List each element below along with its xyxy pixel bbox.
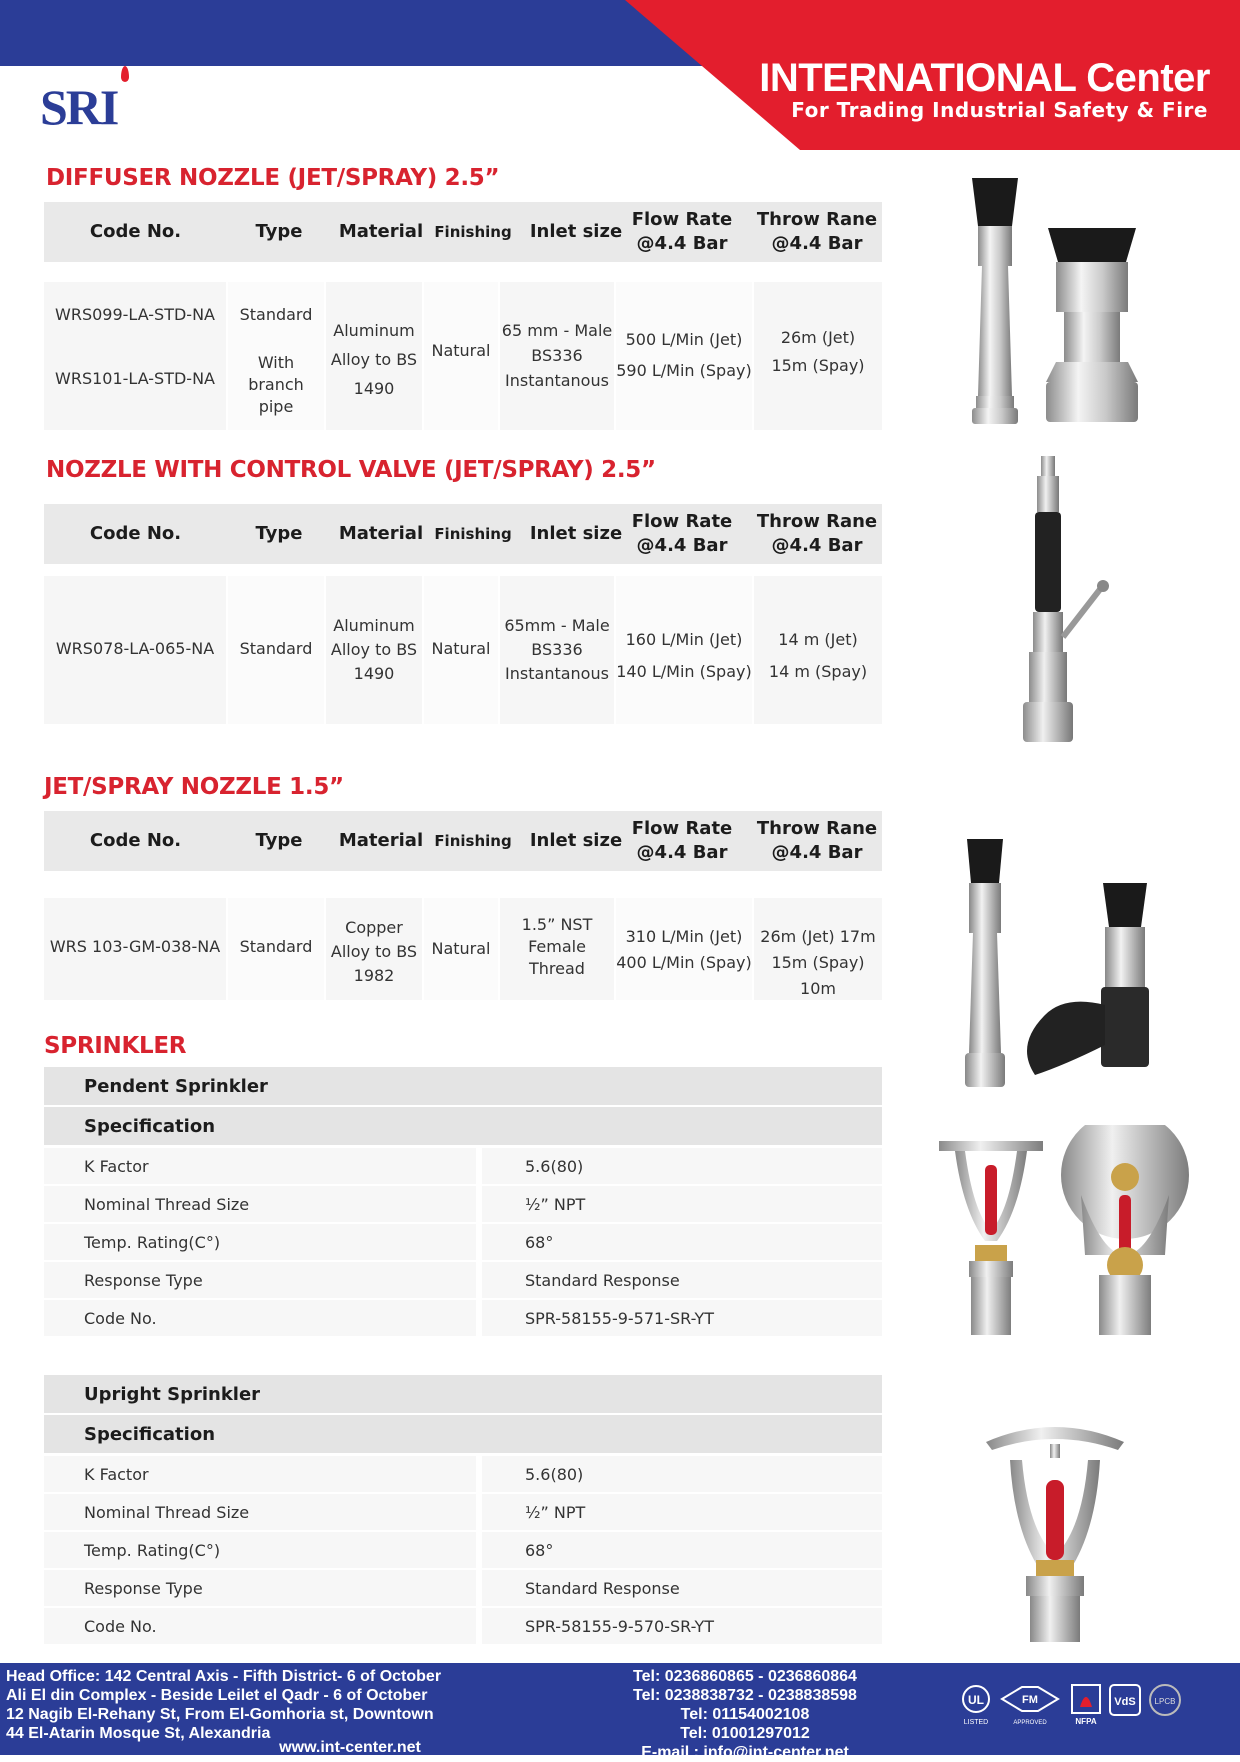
lpcb-text: LPCB [1154,1697,1176,1706]
table-body-jet15 [44,898,882,1000]
jet15-inlet [500,914,614,980]
diffuser-throw [754,324,882,380]
jet15-inlet-line3: Thread [529,959,585,978]
col-material: Material [338,523,424,544]
col-code: Code No. [89,523,182,544]
section-title-control-valve: NOZZLE WITH CONTROL VALVE (JET/SPRAY) 2.5” [46,457,656,483]
footer [0,1663,1240,1761]
section-title-sprinkler: SPRINKLER [44,1033,187,1059]
control-flow-line2: 140 L/Min (Spay) [616,662,752,681]
col-code: Code No. [89,830,182,851]
col-flow [612,504,752,564]
jet15-throw-line1: 26m (Jet) 17m [760,927,876,946]
section-title-jet-spray-15: JET/SPRAY NOZZLE 1.5” [44,774,344,800]
col-inlet: Inlet size [529,523,623,544]
upright-key: Temp. Rating(C°) [44,1532,476,1568]
upright-spec-heading: Specification [44,1415,882,1453]
pendent-value: Standard Response [482,1262,882,1298]
pendent-key: Response Type [44,1262,476,1298]
pendent-key: Nominal Thread Size [44,1186,476,1222]
upright-key: Nominal Thread Size [44,1494,476,1530]
col-flow-line2: @4.4 Bar [636,535,728,556]
col-throw-line1: Throw Rane [756,818,878,839]
phone-line: Tel: 01154002108 [680,1706,810,1723]
jet-spray-nozzle-image [955,835,1165,1095]
brand-title: INTERNATIONAL Center [759,56,1210,100]
diffuser-code-1: WRS099-LA-STD-NA [55,305,215,324]
col-flow-line1: Flow Rate [631,511,733,532]
upright-value: 5.6(80) [482,1456,882,1492]
diffuser-type-2-line3: pipe [258,397,294,416]
jet15-code: WRS 103-GM-038-NA [49,937,221,956]
diffuser-inlet [500,318,614,393]
col-type: Type [255,830,303,851]
upright-row [44,1494,882,1532]
diffuser-type-1: Standard [239,305,313,324]
control-inlet-line2: BS336 [531,640,583,659]
jet15-inlet-line2: Female [528,937,586,956]
control-inlet [500,614,614,686]
diffuser-material-line3: 1490 [353,379,395,398]
fm-text: FM [1022,1694,1038,1706]
diffuser-code-2: WRS101-LA-STD-NA [55,369,215,388]
col-throw-line1: Throw Rane [756,511,878,532]
upright-row [44,1456,882,1494]
pendent-row [44,1262,882,1300]
control-material-line3: 1490 [353,664,395,683]
table-body-diffuser [44,282,882,430]
table-body-control [44,576,882,724]
pendent-row [44,1186,882,1224]
upright-row [44,1570,882,1608]
col-material: Material [338,830,424,851]
diffuser-inlet-line3: Instantanous [505,371,609,390]
logo-text: SRI [40,79,118,135]
col-throw-line2: @4.4 Bar [771,535,863,556]
pendent-value: 68° [482,1224,882,1260]
col-throw [752,811,882,871]
diffuser-type-2 [228,352,324,418]
col-flow [612,202,752,262]
pendent-sprinkler-heading: Pendent Sprinkler [44,1067,882,1105]
col-finishing: Finishing [434,223,512,241]
ul-listed-icon [963,1686,989,1726]
jet15-flow-line2: 400 L/Min (Spay) [616,953,752,972]
upright-key: K Factor [44,1456,476,1492]
fm-approved-text: APPROVED [1013,1720,1047,1726]
diffuser-type-2-line2: branch [248,375,304,394]
jet15-inlet-line1: 1.5” NST [521,915,593,934]
address-line: 12 Nagib El-Rehany St, From El-Gomhoria st, Downtown [6,1706,434,1723]
ul-listed-text: LISTED [963,1719,989,1726]
col-flow-line2: @4.4 Bar [636,233,728,254]
diffuser-material [326,316,422,403]
diffuser-inlet-line2: BS336 [531,346,583,365]
control-throw-line1: 14 m (Jet) [778,630,858,649]
jet15-flow-line1: 310 L/Min (Jet) [625,927,743,946]
diffuser-inlet-line1: 65 mm - Male [501,321,613,340]
pendent-row [44,1300,882,1338]
upright-value: Standard Response [482,1570,882,1606]
ul-text: UL [968,1693,984,1707]
control-throw-line2: 14 m (Spay) [768,662,868,681]
certification-logos [960,1683,1210,1743]
diffuser-throw-line1: 26m (Jet) [780,328,856,347]
diffuser-material-line1: Aluminum [333,321,415,340]
col-flow [612,811,752,871]
pendent-sprinkler-image [935,1125,1195,1345]
jet15-material-line2: Alloy to BS [330,942,418,961]
upright-key: Code No. [44,1608,476,1644]
sri-logo [40,58,150,138]
control-material [326,614,422,686]
control-type: Standard [239,639,313,658]
upright-row [44,1608,882,1646]
flame-icon [121,66,129,82]
footer-phones [560,1667,930,1762]
col-type: Type [255,523,303,544]
col-inlet: Inlet size [529,830,623,851]
jet15-flow [616,924,752,976]
col-throw [752,504,882,564]
control-material-line2: Alloy to BS [330,640,418,659]
pendent-row [44,1148,882,1186]
pendent-key: Code No. [44,1300,476,1336]
upright-key: Response Type [44,1570,476,1606]
col-inlet: Inlet size [529,221,623,242]
col-throw-line1: Throw Rane [756,209,878,230]
pendent-row [44,1224,882,1262]
pendent-spec-heading: Specification [44,1107,882,1145]
pendent-key: Temp. Rating(C°) [44,1224,476,1260]
table-header-jet15 [44,811,882,871]
col-type: Type [255,221,303,242]
upright-value: 68° [482,1532,882,1568]
upright-value: ½” NPT [482,1494,882,1530]
col-throw-line2: @4.4 Bar [771,233,863,254]
pendent-key: K Factor [44,1148,476,1184]
diffuser-flow [616,324,752,386]
address-line: Head Office: 142 Central Axis - Fifth District- 6 of October [6,1668,442,1685]
col-throw [752,202,882,262]
phone-line: Tel: 0236860865 - 0236860864 [633,1668,857,1685]
address-line: 44 El-Atarin Mosque St, Alexandria [6,1725,271,1742]
jet15-material [326,916,422,988]
footer-addresses [6,1667,441,1743]
upright-sprinkler-heading: Upright Sprinkler [44,1375,882,1413]
control-inlet-line1: 65mm - Male [504,616,610,635]
diffuser-flow-line1: 500 L/Min (Jet) [625,330,743,349]
jet15-throw-line2: 15m (Spay) 10m [771,953,865,998]
diffuser-flow-line2: 590 L/Min (Spay) [616,361,752,380]
col-finishing: Finishing [434,525,512,543]
jet15-type: Standard [239,937,313,956]
jet15-material-line1: Copper [345,918,403,937]
col-flow-line1: Flow Rate [631,209,733,230]
control-throw [754,624,882,688]
upright-sprinkler-image [980,1420,1130,1645]
brand-subtitle: For Trading Industrial Safety & Fire [791,98,1208,122]
col-material: Material [338,221,424,242]
control-material-line1: Aluminum [333,616,415,635]
address-line: Ali El din Complex - Beside Leilet el Qadr - 6 of October [6,1687,428,1704]
col-finishing: Finishing [434,832,512,850]
col-code: Code No. [89,221,182,242]
pendent-value: 5.6(80) [482,1148,882,1184]
col-flow-line2: @4.4 Bar [636,842,728,863]
col-flow-line1: Flow Rate [631,818,733,839]
nfpa-text: NFPA [1075,1717,1097,1726]
upright-value: SPR-58155-9-570-SR-YT [482,1608,882,1644]
lpcb-icon [1150,1685,1180,1715]
control-code: WRS078-LA-065-NA [55,639,215,658]
jet15-material-line3: 1982 [353,966,395,985]
jet15-finishing: Natural [431,939,491,958]
pendent-value: ½” NPT [482,1186,882,1222]
diffuser-finishing: Natural [431,341,491,360]
control-inlet-line3: Instantanous [505,664,609,683]
section-title-diffuser: DIFFUSER NOZZLE (JET/SPRAY) 2.5” [46,165,500,191]
diffuser-nozzle-image [960,170,1160,430]
vds-icon [1110,1685,1140,1715]
pendent-value: SPR-58155-9-571-SR-YT [482,1300,882,1336]
table-header-diffuser [44,202,882,262]
control-finishing: Natural [431,639,491,658]
phone-line: Tel: 01001297012 [680,1725,810,1742]
website-link[interactable]: www.int-center.net [279,1739,421,1756]
jet15-throw [754,924,882,1002]
email-link[interactable]: E-mail : info@int-center.net [641,1744,849,1761]
diffuser-material-line2: Alloy to BS [330,350,418,369]
fm-approved-icon [1002,1687,1058,1726]
phone-line: Tel: 0238838732 - 0238838598 [633,1687,857,1704]
col-throw-line2: @4.4 Bar [771,842,863,863]
diffuser-type-2-line1: With [257,353,295,372]
diffuser-throw-line2: 15m (Spay) [771,356,865,375]
control-flow-line1: 160 L/Min (Jet) [625,630,743,649]
control-flow [616,624,752,688]
nfpa-icon [1072,1685,1100,1726]
upright-row [44,1532,882,1570]
vds-text: VdS [1114,1696,1136,1708]
table-header-control [44,504,882,564]
control-valve-nozzle-image [1015,452,1115,752]
